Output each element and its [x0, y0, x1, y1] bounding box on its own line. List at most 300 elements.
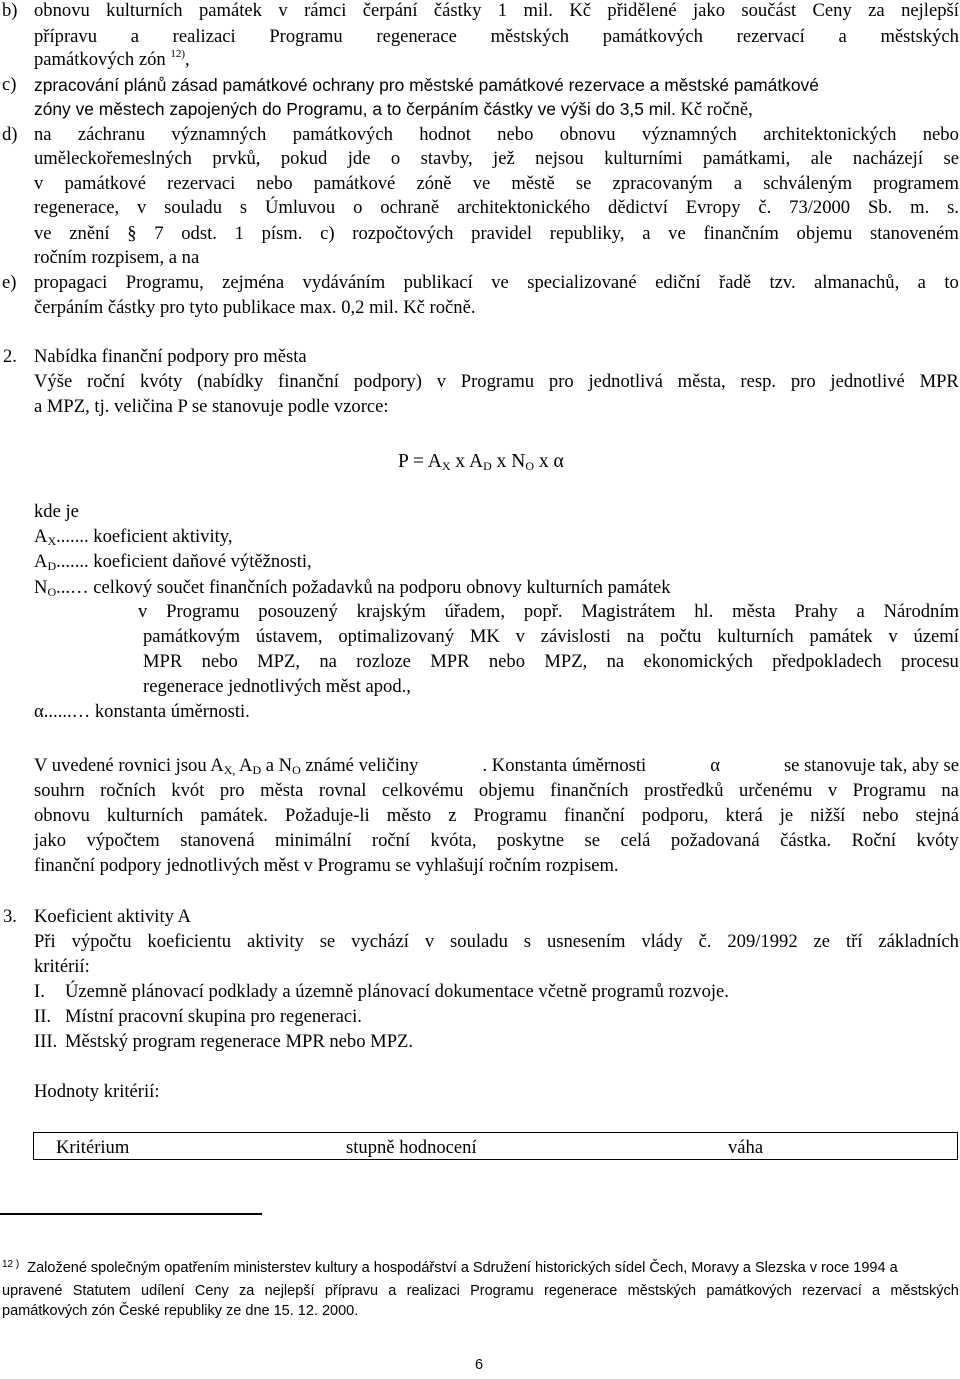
- word: schváleným: [763, 173, 853, 194]
- word: městských: [890, 1283, 959, 1299]
- symbol: N: [34, 577, 48, 598]
- word: regenerace: [544, 1283, 618, 1299]
- word: MPR: [919, 371, 959, 392]
- word: a: [130, 26, 139, 47]
- word: rozloze: [356, 651, 411, 672]
- page-number: 6: [475, 1357, 484, 1373]
- word: 7: [154, 223, 164, 244]
- def-no-cont-1: [138, 603, 959, 622]
- word: 1: [234, 223, 244, 244]
- kde-je: kde je: [34, 501, 79, 522]
- alpha-symbol: α: [710, 755, 720, 776]
- word: programem: [873, 173, 959, 194]
- word: v: [278, 0, 288, 21]
- word: památkovým: [143, 626, 241, 647]
- word: hl.: [694, 601, 714, 622]
- word: almanachů,: [814, 272, 900, 293]
- word: vydáváním: [302, 272, 386, 293]
- word: ve: [472, 173, 491, 194]
- word: vlády: [641, 931, 683, 952]
- word: závislosti: [540, 626, 611, 647]
- section-3-paragraph-line-2: kritérií:: [34, 956, 90, 977]
- section-2-heading: Nabídka finanční podpory pro města: [34, 346, 307, 367]
- word: posouzený: [258, 601, 338, 622]
- section-2-p2-line-3: [34, 807, 959, 826]
- word: památek.: [200, 805, 268, 826]
- word: Magistrátem: [581, 601, 676, 622]
- word: ve: [668, 223, 686, 244]
- def-alpha: [34, 703, 250, 722]
- item-e-line-2: čerpáním částky pro tyto publikace max. 0,2 mil. Kč ročně.: [34, 297, 476, 318]
- word: částka.: [780, 830, 832, 851]
- word: určenému: [739, 780, 813, 801]
- def-ax: [34, 528, 233, 547]
- formula-part: x A: [450, 451, 484, 472]
- word: znění: [69, 223, 110, 244]
- word: Ceny: [812, 0, 852, 21]
- section-3-number: 3.: [3, 906, 17, 927]
- word: vychází: [351, 931, 409, 952]
- word: Roční: [851, 830, 897, 851]
- word: města,: [677, 371, 726, 392]
- word: finanční: [278, 371, 339, 392]
- word: rezervaci: [167, 173, 236, 194]
- word: Požaduje-li: [285, 805, 370, 826]
- word: to: [944, 272, 959, 293]
- word: nacházejí: [852, 148, 924, 169]
- item-d-line-6: ročním rozpisem, a na: [34, 247, 200, 268]
- word: Programu: [852, 780, 926, 801]
- word: ročních: [100, 780, 156, 801]
- section-2-number: 2.: [3, 346, 17, 367]
- word: která: [725, 805, 763, 826]
- word: na: [34, 124, 52, 145]
- table-header-vaha: váha: [728, 1137, 764, 1158]
- word: jde: [347, 148, 371, 169]
- formula-part: P = A: [398, 451, 442, 472]
- word: nebo: [497, 124, 534, 145]
- word: architektonického: [456, 197, 591, 218]
- section-2-paragraph-line-1: [34, 373, 959, 392]
- word: území: [913, 626, 959, 647]
- word: pro: [219, 780, 245, 801]
- word: souladu: [164, 197, 223, 218]
- word: Statutem: [72, 1283, 131, 1299]
- item-b-line-1: [34, 2, 959, 21]
- word: rámci: [304, 0, 347, 21]
- word: realizaci: [172, 26, 236, 47]
- criteria-table-header: [33, 1132, 958, 1160]
- word: výpočtem: [86, 830, 160, 851]
- word: kvóty: [916, 830, 959, 851]
- word: finanční: [563, 805, 625, 826]
- word: MK: [469, 626, 500, 647]
- word: mil.: [523, 0, 553, 21]
- word: počtu: [660, 626, 702, 647]
- word: v: [436, 371, 446, 392]
- formula-sub: D: [483, 459, 492, 473]
- formula-sub: X: [441, 459, 451, 473]
- alpha-symbol: α: [34, 701, 44, 722]
- symbol-sub: X: [47, 534, 57, 548]
- footnote-separator: [0, 1213, 262, 1215]
- word: Programu: [473, 805, 547, 826]
- word: památkových: [706, 1283, 792, 1299]
- word: prvků,: [212, 148, 261, 169]
- word: finančních: [550, 780, 629, 801]
- word: kulturních: [106, 805, 184, 826]
- word: podporu,: [641, 805, 709, 826]
- word: MPZ,: [257, 651, 300, 672]
- word: Národním: [883, 601, 959, 622]
- text: zpracování plánů zásad památkové ochrany pro městské památkové rezervace a městské památkové: [34, 75, 819, 95]
- word: stejná: [915, 805, 959, 826]
- word: upravené: [2, 1283, 63, 1299]
- word: celkovému: [381, 780, 464, 801]
- word: optimalizovaný: [338, 626, 455, 647]
- word: minimální: [275, 830, 352, 851]
- item-b-line-3: [34, 48, 190, 70]
- word: předpokladech: [772, 651, 882, 672]
- word: památkové: [313, 173, 396, 194]
- word: MPR: [143, 651, 183, 672]
- item-d-marker: d): [2, 124, 18, 145]
- word: stanoveném: [870, 223, 959, 244]
- word: městě: [511, 173, 555, 194]
- word: o: [390, 148, 401, 169]
- word: památkových: [292, 124, 393, 145]
- formula-part: x N: [491, 451, 526, 472]
- item-d-line-1: [34, 126, 959, 145]
- word: základních: [878, 931, 959, 952]
- footnote-ref: 12): [170, 48, 185, 60]
- word: písm.: [261, 223, 303, 244]
- word: s: [239, 197, 248, 218]
- word: 1: [497, 0, 508, 21]
- word: ústavem,: [255, 626, 323, 647]
- word: městských: [490, 26, 570, 47]
- footnote-mark: 12 ): [2, 1259, 20, 1270]
- word: s.: [947, 197, 959, 218]
- word: na: [319, 651, 337, 672]
- word: ekonomických: [643, 651, 753, 672]
- item-e-line-1: [34, 274, 959, 293]
- word: památkami,: [703, 148, 791, 169]
- word: významných: [641, 124, 737, 145]
- footnote-line-2: [2, 1284, 959, 1299]
- section-2-p2-line-1: [34, 757, 959, 776]
- word: architektonických: [763, 124, 897, 145]
- alpha-symbol: α: [553, 451, 564, 472]
- word: popř.: [523, 601, 563, 622]
- criterion-1: [34, 983, 729, 1002]
- table-header-stupne-hodnoceni: stupně hodnocení: [346, 1137, 477, 1158]
- word: a: [838, 26, 847, 47]
- word: ale: [810, 148, 833, 169]
- word: v: [827, 780, 838, 801]
- word: dědictví: [608, 197, 668, 218]
- word: MPZ,: [544, 651, 588, 672]
- word: procesu: [901, 651, 959, 672]
- word: v: [138, 601, 148, 622]
- word: Výše: [34, 371, 73, 392]
- word: aktivity: [246, 931, 304, 952]
- word: kvóta,: [430, 830, 477, 851]
- section-3-paragraph-line-1: [34, 933, 959, 952]
- word: tzv.: [769, 272, 796, 293]
- def-no-cont-2: [143, 628, 959, 647]
- word: prostředků: [644, 780, 724, 801]
- criterion-number: II.: [34, 1006, 52, 1027]
- text: [2, 1261, 898, 1276]
- word: se: [575, 173, 592, 194]
- word: Kč: [569, 0, 592, 21]
- word: tří: [845, 931, 863, 952]
- text: V uvedené rovnici jsou AX, AD a NO známé veličiny: [34, 755, 419, 777]
- section-2-paragraph-line-2: a MPZ, tj. veličina P se stanovuje podle vzorce:: [34, 396, 389, 417]
- word: jako: [34, 830, 67, 851]
- word: rezervací: [802, 1283, 862, 1299]
- word: specializované: [527, 272, 637, 293]
- item-d-line-4: [34, 199, 959, 218]
- word: památek: [199, 0, 262, 21]
- word: koeficientu: [147, 931, 232, 952]
- word: propagaci: [34, 272, 108, 293]
- word: čerpání: [362, 0, 418, 21]
- word: obnovu: [34, 805, 90, 826]
- text: ...… celkový součet finančních požadavků na podporu obnovy kulturních památek: [56, 577, 671, 598]
- word: a: [856, 601, 865, 622]
- word: v: [424, 931, 435, 952]
- word: je: [779, 805, 794, 826]
- word: usnesením: [546, 931, 626, 952]
- word: Úmluvou: [264, 197, 336, 218]
- word: nebo: [488, 651, 526, 672]
- word: zejména: [222, 272, 285, 293]
- text: ,: [185, 49, 190, 70]
- footnote-line-3: památkových zón České republiky ze dne 15. 12. 2000.: [2, 1303, 359, 1319]
- word: městských: [627, 1283, 697, 1299]
- word: a: [872, 1283, 881, 1299]
- word: 209/1992: [727, 931, 798, 952]
- word: stavby,: [420, 148, 473, 169]
- word: rozpočtových: [352, 223, 454, 244]
- word: m.: [910, 197, 930, 218]
- text: ....... koeficient aktivity,: [56, 526, 233, 547]
- word: MPR: [430, 651, 470, 672]
- word: kvót: [171, 780, 205, 801]
- word: udílení: [141, 1283, 185, 1299]
- word: záchranu: [77, 124, 145, 145]
- word: obnovu: [559, 124, 616, 145]
- table-header-kriterium: Kritérium: [56, 1137, 130, 1158]
- word: poskytne: [496, 830, 565, 851]
- word: podpory): [353, 371, 422, 392]
- word: ediční: [655, 272, 701, 293]
- word: v: [34, 173, 44, 194]
- word: se: [943, 148, 959, 169]
- word: kulturních: [717, 626, 794, 647]
- text: Kč ročně,: [675, 99, 753, 120]
- word: ochraně: [380, 197, 440, 218]
- word: částky: [433, 0, 482, 21]
- word: rezervací: [736, 26, 805, 47]
- word: objemu: [478, 780, 535, 801]
- word: obnovu: [34, 0, 90, 21]
- word: součást: [741, 0, 797, 21]
- text: ....... koeficient daňové výtěžnosti,: [56, 551, 312, 572]
- word: nebo: [922, 124, 959, 145]
- text: Založené společným opatřením ministerstev kultury a hospodářství a Sdružení historických sídel Čech, Moravy a Slezska v roce 1994 a: [27, 1260, 898, 1276]
- word: Programu: [166, 601, 240, 622]
- word: 73/2000: [789, 197, 851, 218]
- word: kulturních: [106, 0, 183, 21]
- word: §: [127, 223, 137, 244]
- word: nebo: [862, 805, 899, 826]
- word: o: [353, 197, 363, 218]
- word: Programu: [460, 371, 535, 392]
- word: regenerace: [376, 26, 457, 47]
- word: jež: [493, 148, 515, 169]
- word: Programu: [269, 26, 343, 47]
- word: krajským: [356, 601, 426, 622]
- word: přidělené: [607, 0, 677, 21]
- word: Sb.: [867, 197, 893, 218]
- criterion-text: Územně plánovací podklady a územně plánovací dokumentace včetně programů rozvoje.: [65, 981, 729, 1002]
- symbol-sub: D: [47, 559, 57, 573]
- word: nejlepší: [901, 0, 959, 21]
- word: a: [917, 272, 926, 293]
- word: městských: [880, 26, 959, 47]
- text: . Konstanta úměrnosti: [482, 755, 647, 776]
- criterion-text: Místní pracovní skupina pro regeneraci.: [65, 1006, 362, 1027]
- word: a: [733, 173, 743, 194]
- word: nejlepší: [264, 1283, 315, 1299]
- word: a: [642, 223, 651, 244]
- word: rovnal: [318, 780, 367, 801]
- word: úřadem,: [444, 601, 506, 622]
- word: č.: [698, 931, 712, 952]
- text: památkových zón: [34, 49, 166, 70]
- word: publikací: [403, 272, 473, 293]
- word: Ceny: [194, 1283, 229, 1299]
- word: uměleckořemeslných: [34, 148, 192, 169]
- word: (nabídky: [197, 371, 264, 392]
- section-2-p2-line-2: [34, 782, 959, 801]
- word: nebo: [201, 651, 238, 672]
- text: se stanovuje tak, aby se: [783, 755, 959, 776]
- word: z: [448, 805, 457, 826]
- word: na: [626, 626, 645, 647]
- criterion-text: Městský program regenerace MPR nebo MPZ.: [65, 1031, 414, 1052]
- word: ve: [491, 272, 509, 293]
- word: města: [732, 601, 776, 622]
- section-2-p2-line-5: finanční podpory jednotlivých měst v Programu se vyhlašují ročním rozpisem.: [34, 855, 619, 876]
- def-no-cont-3: [143, 653, 959, 672]
- item-d-line-5: [34, 225, 959, 244]
- word: souladu: [450, 931, 508, 952]
- word: souhrn: [34, 780, 85, 801]
- word: Programu,: [125, 272, 204, 293]
- word: se: [319, 931, 336, 952]
- word: č.: [758, 197, 772, 218]
- word: jednotlivé: [830, 371, 905, 392]
- word: Při: [34, 931, 56, 952]
- word: pravidel: [471, 223, 533, 244]
- word: památek: [809, 626, 873, 647]
- word: v: [515, 626, 525, 647]
- word: v: [137, 197, 147, 218]
- word: se: [584, 830, 601, 851]
- word: roční: [87, 371, 126, 392]
- word: za: [238, 1283, 255, 1299]
- formula-sub: O: [525, 459, 534, 473]
- word: resp.: [740, 371, 777, 392]
- word: kulturními: [604, 148, 683, 169]
- section-3-heading: Koeficient aktivity A: [34, 906, 191, 927]
- word: finančním: [703, 223, 779, 244]
- item-c-marker: c): [2, 74, 17, 95]
- word: pro: [790, 371, 816, 392]
- formula: [398, 452, 564, 472]
- word: c): [320, 223, 335, 244]
- symbol-sub: O: [47, 585, 57, 599]
- word: zpracovaným: [612, 173, 713, 194]
- item-d-line-2: [34, 150, 959, 169]
- word: kvóty: [140, 371, 183, 392]
- item-b-line-2: [34, 28, 959, 47]
- symbol: A: [34, 526, 48, 547]
- word: pokud: [280, 148, 328, 169]
- word: ve: [34, 223, 52, 244]
- text: ......… konstanta úměrnosti.: [43, 701, 250, 722]
- word: celá: [620, 830, 651, 851]
- word: nižší: [810, 805, 846, 826]
- word: regenerace,: [34, 197, 120, 218]
- def-no-cont-4: regenerace jednotlivých měst apod.,: [143, 676, 411, 697]
- word: s: [523, 931, 532, 952]
- word: odst.: [181, 223, 217, 244]
- item-e-marker: e): [2, 272, 17, 293]
- word: památkových: [602, 26, 703, 47]
- symbol: A: [34, 551, 48, 572]
- item-d-line-3: [34, 175, 959, 194]
- word: na: [941, 780, 959, 801]
- word: na: [606, 651, 625, 672]
- word: ze: [813, 931, 831, 952]
- item-b-marker: b): [2, 0, 18, 21]
- word: roční: [371, 830, 411, 851]
- word: přípravu: [34, 26, 97, 47]
- criterion-3: [34, 1033, 413, 1052]
- word: nebo: [256, 173, 293, 194]
- def-no: [34, 579, 671, 598]
- text: zóny ve městech zapojených do Programu, a to čerpáním částky ve výši do 3,5 mil.: [34, 99, 676, 119]
- word: zóně: [416, 173, 452, 194]
- item-c-line-2: [34, 101, 753, 120]
- word: řadě: [719, 272, 752, 293]
- word: hodnot: [419, 124, 471, 145]
- word: požadovaná: [670, 830, 760, 851]
- criterion-number: I.: [34, 981, 45, 1002]
- word: nejsou: [535, 148, 584, 169]
- word: jednotlivá: [588, 371, 663, 392]
- footnote-line-1: [2, 1261, 959, 1276]
- word: Programu: [470, 1283, 534, 1299]
- word: památkové: [64, 173, 147, 194]
- word: republiky,: [549, 223, 625, 244]
- word: Evropy: [685, 197, 741, 218]
